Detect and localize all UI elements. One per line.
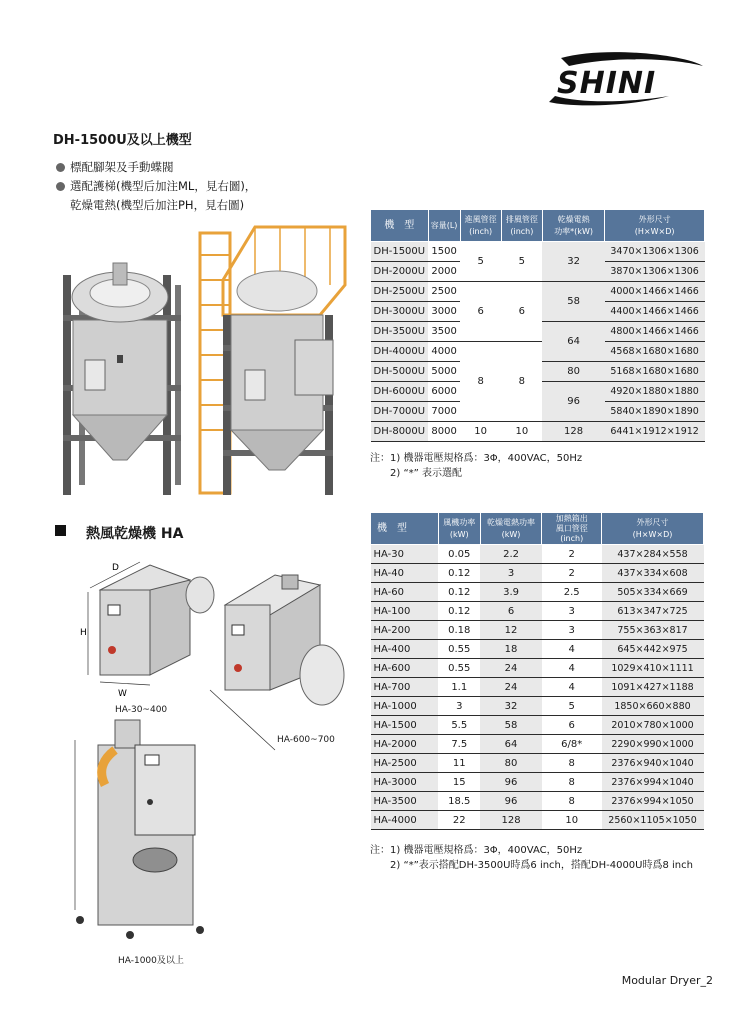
ha-heater-power: 64: [480, 735, 542, 754]
table-row: [371, 792, 704, 811]
dh-capacity: 8000: [428, 422, 460, 442]
ha-model: HA-30: [371, 545, 439, 564]
dh-dimension: 5168×1680×1680: [605, 362, 705, 382]
ha-dimension: 755×363×817: [602, 621, 704, 640]
ha-fan-power: 0.18: [438, 621, 480, 640]
ha-model: HA-100: [371, 602, 439, 621]
ha-heater-power: 3.9: [480, 583, 542, 602]
dh-capacity: 3500: [428, 322, 460, 342]
ha-outlet-size: 2: [542, 545, 602, 564]
ha-outlet-size: 2: [542, 564, 602, 583]
ha-heater-power: 96: [480, 773, 542, 792]
ha-model: HA-1500: [371, 716, 439, 735]
ha-heater-power: 18: [480, 640, 542, 659]
footer-page-label: Modular Dryer_2: [621, 974, 713, 987]
dh-model: DH-1500U: [371, 242, 429, 262]
dh-capacity: 5000: [428, 362, 460, 382]
ha-large-unit: [75, 720, 204, 939]
ha-spec-table: [370, 512, 704, 830]
ha-header-fan: 風機功率 (kW): [438, 513, 480, 545]
shini-logo: [543, 52, 708, 108]
logo-text: SHINI: [557, 66, 657, 101]
dh-capacity: 3000: [428, 302, 460, 322]
table-row: [371, 621, 704, 640]
dim-label-h: H: [80, 628, 87, 638]
dh-dryer-with-ladder: [200, 227, 345, 495]
ha-dimension: 645×442×975: [602, 640, 704, 659]
ha-outlet-size: 6/8*: [542, 735, 602, 754]
ha-fan-power: 22: [438, 811, 480, 830]
dh-outlet: 8: [501, 342, 542, 422]
ha-outlet-size: 3: [542, 602, 602, 621]
ha-dimension: 613×347×725: [602, 602, 704, 621]
ha-dimension: 1029×410×1111: [602, 659, 704, 678]
ha-small-unit: [88, 562, 214, 685]
dh-dimension: 3470×1306×1306: [605, 242, 705, 262]
ha-outlet-size: 5: [542, 697, 602, 716]
dh-model: DH-7000U: [371, 402, 429, 422]
dh-model: DH-4000U: [371, 342, 429, 362]
dh-capacity: 4000: [428, 342, 460, 362]
ha-outlet-size: 4: [542, 640, 602, 659]
dh-model: DH-6000U: [371, 382, 429, 402]
ha-heater-power: 24: [480, 659, 542, 678]
section1-bullets: [56, 158, 256, 215]
ha-heater-power: 12: [480, 621, 542, 640]
ha-header-dimension: 外形尺寸 (H×W×D): [602, 513, 704, 545]
dh-model: DH-8000U: [371, 422, 429, 442]
ha-model: HA-40: [371, 564, 439, 583]
dh-dimension: 4000×1466×1466: [605, 282, 705, 302]
caption-ha30: HA-30~400: [115, 705, 168, 715]
dh-outlet: 6: [501, 282, 542, 342]
dim-label-w: W: [118, 689, 127, 699]
ha-header-model: 機 型: [371, 513, 439, 545]
dh-note-optional: 2) “*” 表示選配: [390, 468, 462, 479]
ha-outlet-size: 6: [542, 716, 602, 735]
ha-heater-power: 80: [480, 754, 542, 773]
ha-dimension: 2010×780×1000: [602, 716, 704, 735]
ha-outlet-size: 3: [542, 621, 602, 640]
ha-fan-power: 0.12: [438, 602, 480, 621]
dh-outlet: 5: [501, 242, 542, 282]
dh-power: 80: [542, 362, 604, 382]
table-row: [371, 564, 704, 583]
dh-header-power: 乾燥電熱 功率*(kW): [542, 210, 604, 242]
ha-fan-power: 11: [438, 754, 480, 773]
ha-heater-power: 2.2: [480, 545, 542, 564]
dh-power: 96: [542, 382, 604, 422]
ha-fan-power: 0.12: [438, 583, 480, 602]
table-row: [371, 735, 704, 754]
table-row: [371, 754, 704, 773]
dh-model: DH-2500U: [371, 282, 429, 302]
ha-fan-power: 3: [438, 697, 480, 716]
ha-dimension: 437×334×608: [602, 564, 704, 583]
ha-outlet-size: 8: [542, 754, 602, 773]
dh-spec-table: [370, 209, 705, 442]
dh-dimension: 4800×1466×1466: [605, 322, 705, 342]
ha-outlet-size: 8: [542, 792, 602, 811]
dh-note-voltage: 注：1) 機器電壓規格爲：3Φ，400VAC，50Hz: [370, 453, 583, 464]
ha-model: HA-4000: [371, 811, 439, 830]
ha-heater-power: 6: [480, 602, 542, 621]
dh-header-dimension: 外形尺寸 (H×W×D): [605, 210, 705, 242]
ha-outlet-size: 8: [542, 773, 602, 792]
dh-notes: [370, 451, 582, 481]
dh-header-outlet: 排風管徑 (inch): [501, 210, 542, 242]
ha-note-pipe: 2) “*”表示搭配DH-3500U時爲6 inch，搭配DH-4000U時爲8 inch: [390, 860, 693, 871]
dh-dryer-standard: [63, 263, 181, 495]
ha-fan-power: 0.55: [438, 659, 480, 678]
ha-model: HA-600: [371, 659, 439, 678]
section2-marker: [55, 525, 66, 536]
dh-dimension: 5840×1890×1890: [605, 402, 705, 422]
dh-capacity: 2000: [428, 262, 460, 282]
ha-dimension: 2376×994×1050: [602, 792, 704, 811]
ha-machine-illustration: [60, 550, 360, 970]
table-row: [371, 678, 704, 697]
ha-model: HA-2000: [371, 735, 439, 754]
ha-fan-power: 5.5: [438, 716, 480, 735]
ha-fan-power: 7.5: [438, 735, 480, 754]
bullet-standard: 標配腳架及手動蝶閥: [56, 158, 256, 177]
table-row: [371, 659, 704, 678]
dh-header-inlet: 進風管徑 (inch): [460, 210, 501, 242]
table-row: [371, 773, 704, 792]
ha-header-heater: 乾燥電熱功率 (kW): [480, 513, 542, 545]
ha-heater-power: 24: [480, 678, 542, 697]
dh-capacity: 2500: [428, 282, 460, 302]
ha-model: HA-3000: [371, 773, 439, 792]
ha-dimension: 437×284×558: [602, 545, 704, 564]
ha-outlet-size: 2.5: [542, 583, 602, 602]
dh-dimension: 4568×1680×1680: [605, 342, 705, 362]
ha-model: HA-200: [371, 621, 439, 640]
ha-fan-power: 0.55: [438, 640, 480, 659]
ha-outlet-size: 10: [542, 811, 602, 830]
ha-fan-power: 1.1: [438, 678, 480, 697]
ha-model: HA-700: [371, 678, 439, 697]
dh-model: DH-3500U: [371, 322, 429, 342]
dh-power: 58: [542, 282, 604, 322]
dh-capacity: 1500: [428, 242, 460, 262]
caption-ha1000: HA-1000及以上: [118, 956, 184, 966]
ha-heater-power: 3: [480, 564, 542, 583]
dh-inlet: 5: [460, 242, 501, 282]
dim-label-d: D: [112, 563, 119, 573]
dh-power: 64: [542, 322, 604, 362]
table-row: [371, 602, 704, 621]
bullet-optional-cont: 乾燥電熱(機型后加注PH，見右圖): [70, 198, 245, 212]
dh-header-capacity: 容量(L): [428, 210, 460, 242]
caption-ha600: HA-600~700: [277, 735, 335, 745]
dh-inlet: 8: [460, 342, 501, 422]
dh-model: DH-5000U: [371, 362, 429, 382]
dh-machine-illustration: [55, 225, 365, 500]
ha-model: HA-3500: [371, 792, 439, 811]
table-row: [371, 716, 704, 735]
ha-fan-power: 0.12: [438, 564, 480, 583]
dh-capacity: 7000: [428, 402, 460, 422]
ha-fan-power: 15: [438, 773, 480, 792]
dh-dimension: 4400×1466×1466: [605, 302, 705, 322]
ha-dimension: 2290×990×1000: [602, 735, 704, 754]
ha-fan-power: 18.5: [438, 792, 480, 811]
dh-outlet: 10: [501, 422, 542, 442]
dh-dimension: 3870×1306×1306: [605, 262, 705, 282]
table-row: [371, 545, 704, 564]
dh-model: DH-3000U: [371, 302, 429, 322]
ha-model: HA-2500: [371, 754, 439, 773]
dh-capacity: 6000: [428, 382, 460, 402]
ha-heater-power: 96: [480, 792, 542, 811]
ha-model: HA-400: [371, 640, 439, 659]
ha-fan-power: 0.05: [438, 545, 480, 564]
dh-inlet: 6: [460, 282, 501, 342]
dh-power: 32: [542, 242, 604, 282]
dh-model: DH-2000U: [371, 262, 429, 282]
ha-heater-power: 128: [480, 811, 542, 830]
bullet-optional: 選配護梯(機型后加注ML，見右圖)，: [56, 177, 256, 196]
ha-header-outlet: 加熱箱出 風口管徑 (inch): [542, 513, 602, 545]
ha-medium-unit: [210, 575, 344, 750]
table-row: [371, 697, 704, 716]
ha-outlet-size: 4: [542, 678, 602, 697]
dh-dimension: 4920×1880×1880: [605, 382, 705, 402]
ha-outlet-size: 4: [542, 659, 602, 678]
table-row: [371, 640, 704, 659]
ha-dimension: 2376×994×1040: [602, 773, 704, 792]
ha-note-voltage: 注：1) 機器電壓規格爲：3Φ，400VAC，50Hz: [370, 845, 583, 856]
ha-dimension: 2376×940×1040: [602, 754, 704, 773]
ha-dimension: 505×334×669: [602, 583, 704, 602]
ha-heater-power: 58: [480, 716, 542, 735]
ha-dimension: 1091×427×1188: [602, 678, 704, 697]
section2-title: 熱風乾燥機 HA: [86, 526, 184, 542]
ha-model: HA-60: [371, 583, 439, 602]
table-row: [371, 583, 704, 602]
section1-title: DH-1500U及以上機型: [53, 133, 192, 148]
ha-dimension: 2560×1105×1050: [602, 811, 704, 830]
dh-dimension: 6441×1912×1912: [605, 422, 705, 442]
dh-power: 128: [542, 422, 604, 442]
dh-inlet: 10: [460, 422, 501, 442]
ha-dimension: 1850×660×880: [602, 697, 704, 716]
ha-model: HA-1000: [371, 697, 439, 716]
dh-header-model: 機 型: [371, 210, 429, 242]
table-row: [371, 811, 704, 830]
ha-heater-power: 32: [480, 697, 542, 716]
ha-notes: [370, 843, 693, 873]
